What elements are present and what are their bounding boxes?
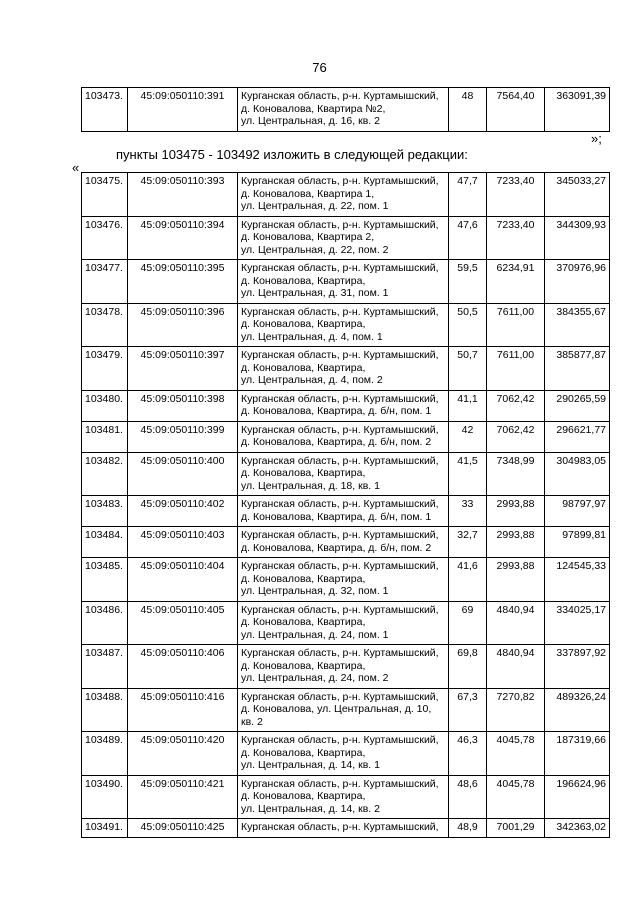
address-line: ул. Центральная, д. 14, кв. 1 xyxy=(241,759,380,771)
cadastral-value-cell: 489326,24 xyxy=(545,688,610,732)
cadastral-value-cell: 304983,05 xyxy=(545,452,610,496)
area-cell: 59,5 xyxy=(449,260,487,304)
cadastral-value-cell: 296621,77 xyxy=(545,421,610,452)
address-line: Курганская область, р-н. Куртамышский, xyxy=(241,821,439,833)
address-cell xyxy=(238,421,449,452)
address-cell xyxy=(238,601,449,645)
table-row xyxy=(82,496,610,527)
address-line: д. Коновалова, Квартира, д. б/н, пом. 2 xyxy=(241,541,432,554)
cadastral-number-cell: 45:09:050110:400 xyxy=(128,452,238,496)
address-line: ул. Центральная, д. 14, кв. 2 xyxy=(241,802,380,815)
row-number-cell: 103478. xyxy=(82,303,128,347)
cadastral-value-cell: 334025,17 xyxy=(545,601,610,645)
table-row xyxy=(82,645,610,689)
row-number-cell: 103479. xyxy=(82,347,128,391)
table-row xyxy=(82,421,610,452)
table-row xyxy=(82,88,610,132)
cadastral-value-cell: 187319,66 xyxy=(545,732,610,776)
address-cell xyxy=(238,527,449,558)
address-line: д. Коновалова, Квартира, xyxy=(241,746,366,759)
cadastral-number-cell: 45:09:050110:425 xyxy=(128,819,238,838)
address-line: д. Коновалова, Квартира, д. б/н, пом. 2 xyxy=(241,436,432,448)
opening-quote-mark: « xyxy=(72,160,80,175)
cadastral-value-cell: 337897,92 xyxy=(545,645,610,689)
row-number-cell: 103484. xyxy=(82,527,128,558)
address-line: Курганская область, р-н. Куртамышский, xyxy=(241,690,439,703)
cadastral-number-cell: 45:09:050110:396 xyxy=(128,303,238,347)
cadastral-value-cell: 124545,33 xyxy=(545,558,610,602)
unit-price-cell: 7611,00 xyxy=(487,303,545,347)
address-line: д. Коновалова, Квартира 1, xyxy=(241,187,375,200)
unit-price-cell: 4840,94 xyxy=(487,645,545,689)
table-row xyxy=(82,732,610,776)
table-row xyxy=(82,688,610,732)
address-cell xyxy=(238,688,449,732)
area-cell: 47,6 xyxy=(449,216,487,260)
row-number-cell: 103487. xyxy=(82,645,128,689)
address-cell xyxy=(238,260,449,304)
cadastral-number-cell: 45:09:050110:420 xyxy=(128,732,238,776)
row-number-cell: 103473. xyxy=(82,88,128,132)
row-number-cell: 103480. xyxy=(82,390,128,421)
unit-price-cell: 2993,88 xyxy=(487,496,545,527)
area-cell: 41,1 xyxy=(449,390,487,421)
address-line: Курганская область, р-н. Куртамышский, xyxy=(241,90,439,102)
table-row xyxy=(82,390,610,421)
address-line: Курганская область, р-н. Куртамышский, xyxy=(241,454,439,467)
cadastral-number-cell: 45:09:050110:391 xyxy=(128,88,238,132)
row-number-cell: 103486. xyxy=(82,601,128,645)
address-cell xyxy=(238,173,449,217)
cadastral-number-cell: 45:09:050110:406 xyxy=(128,645,238,689)
address-line: Курганская область, р-н. Куртамышский, xyxy=(241,734,439,746)
address-line: Курганская область, р-н. Куртамышский, xyxy=(241,647,439,659)
cadastral-number-cell: 45:09:050110:403 xyxy=(128,527,238,558)
area-cell: 47,7 xyxy=(449,173,487,217)
table-row xyxy=(82,216,610,260)
address-line: Курганская область, р-н. Куртамышский, xyxy=(241,423,439,436)
address-line: Курганская область, р-н. Куртамышский, xyxy=(241,498,439,510)
row-number-cell: 103476. xyxy=(82,216,128,260)
address-cell xyxy=(238,452,449,496)
unit-price-cell: 4045,78 xyxy=(487,775,545,819)
address-line: Курганская область, р-н. Куртамышский, xyxy=(241,305,439,318)
unit-price-cell: 7611,00 xyxy=(487,347,545,391)
address-cell xyxy=(238,216,449,260)
address-line: ул. Центральная, д. 22, пом. 1 xyxy=(241,200,389,212)
unit-price-cell: 4045,78 xyxy=(487,732,545,776)
address-line: Курганская область, р-н. Куртамышский, xyxy=(241,777,439,790)
address-line: ул. Центральная, д. 18, кв. 1 xyxy=(241,479,380,492)
address-line: д. Коновалова, Квартира, xyxy=(241,318,366,330)
table-row xyxy=(82,558,610,602)
area-cell: 50,7 xyxy=(449,347,487,391)
cadastral-value-cell: 290265,59 xyxy=(545,390,610,421)
address-line: ул. Центральная, д. 24, пом. 1 xyxy=(241,628,389,641)
address-line: ул. Центральная, д. 4, пом. 1 xyxy=(241,330,383,343)
cadastral-number-cell: 45:09:050110:398 xyxy=(128,390,238,421)
cadastral-number-cell: 45:09:050110:416 xyxy=(128,688,238,732)
address-line: Курганская область, р-н. Куртамышский, xyxy=(241,392,439,405)
unit-price-cell: 7233,40 xyxy=(487,216,545,260)
address-line: д. Коновалова, Квартира, xyxy=(241,572,366,585)
area-cell: 32,7 xyxy=(449,527,487,558)
cadastral-value-cell: 384355,67 xyxy=(545,303,610,347)
table-row xyxy=(82,452,610,496)
address-line: д. Коновалова, Квартира, xyxy=(241,467,366,479)
top-property-table xyxy=(81,87,610,132)
address-line: д. Коновалова, Квартира, xyxy=(241,616,366,628)
row-number-cell: 103488. xyxy=(82,688,128,732)
row-number-cell: 103481. xyxy=(82,421,128,452)
unit-price-cell: 7062,42 xyxy=(487,390,545,421)
address-line: д. Коновалова, Квартира 2, xyxy=(241,231,375,243)
address-line: Курганская область, р-н. Куртамышский, xyxy=(241,603,439,616)
address-line: Курганская область, р-н. Куртамышский, xyxy=(241,175,439,187)
table-row xyxy=(82,775,610,819)
address-line: Курганская область, р-н. Куртамышский, xyxy=(241,218,439,231)
address-line: Курганская область, р-н. Куртамышский, xyxy=(241,349,439,361)
table-row xyxy=(82,173,610,217)
address-cell xyxy=(238,645,449,689)
row-number-cell: 103482. xyxy=(82,452,128,496)
cadastral-number-cell: 45:09:050110:397 xyxy=(128,347,238,391)
unit-price-cell: 2993,88 xyxy=(487,558,545,602)
page-number: 76 xyxy=(312,60,327,75)
area-cell: 42 xyxy=(449,421,487,452)
address-cell xyxy=(238,496,449,527)
closing-quote-mark: »; xyxy=(591,131,602,146)
address-cell xyxy=(238,303,449,347)
cadastral-number-cell: 45:09:050110:394 xyxy=(128,216,238,260)
row-number-cell: 103477. xyxy=(82,260,128,304)
unit-price-cell: 7270,82 xyxy=(487,688,545,732)
area-cell: 69,8 xyxy=(449,645,487,689)
area-cell: 50,5 xyxy=(449,303,487,347)
table-row xyxy=(82,601,610,645)
cadastral-number-cell: 45:09:050110:421 xyxy=(128,775,238,819)
amendment-instruction: пункты 103475 - 103492 изложить в следующей редакции: xyxy=(116,147,468,162)
cadastral-number-cell: 45:09:050110:399 xyxy=(128,421,238,452)
address-cell xyxy=(238,558,449,602)
address-cell xyxy=(238,88,449,132)
address-line: д. Коновалова, Квартира, xyxy=(241,790,366,802)
area-cell: 48,6 xyxy=(449,775,487,819)
table-row xyxy=(82,347,610,391)
unit-price-cell: 7062,42 xyxy=(487,421,545,452)
cadastral-number-cell: 45:09:050110:395 xyxy=(128,260,238,304)
row-number-cell: 103491. xyxy=(82,819,128,838)
table-row xyxy=(82,819,610,838)
area-cell: 41,5 xyxy=(449,452,487,496)
row-number-cell: 103485. xyxy=(82,558,128,602)
area-cell: 48,9 xyxy=(449,819,487,838)
cadastral-value-cell: 370976,96 xyxy=(545,260,610,304)
cadastral-value-cell: 345033,27 xyxy=(545,173,610,217)
table-row xyxy=(82,303,610,347)
unit-price-cell: 6234,91 xyxy=(487,260,545,304)
unit-price-cell: 7348,99 xyxy=(487,452,545,496)
address-cell xyxy=(238,819,449,838)
address-line: д. Коновалова, Квартира, xyxy=(241,274,366,287)
area-cell: 48 xyxy=(449,88,487,132)
cadastral-value-cell: 344309,93 xyxy=(545,216,610,260)
cadastral-number-cell: 45:09:050110:404 xyxy=(128,558,238,602)
address-line: ул. Центральная, д. 32, пом. 1 xyxy=(241,585,389,597)
table-row xyxy=(82,527,610,558)
address-cell xyxy=(238,390,449,421)
address-line: д. Коновалова, Квартира, д. б/н, пом. 1 xyxy=(241,405,432,417)
unit-price-cell: 7001,29 xyxy=(487,819,545,838)
area-cell: 46,3 xyxy=(449,732,487,776)
cadastral-value-cell: 342363,02 xyxy=(545,819,610,838)
address-line: Курганская область, р-н. Куртамышский, xyxy=(241,560,439,572)
cadastral-number-cell: 45:09:050110:402 xyxy=(128,496,238,527)
cadastral-value-cell: 196624,96 xyxy=(545,775,610,819)
address-line: ул. Центральная, д. 4, пом. 2 xyxy=(241,374,383,386)
address-line: д. Коновалова, Квартира №2, xyxy=(241,102,386,115)
main-property-table xyxy=(81,172,610,838)
address-line: ул. Центральная, д. 24, пом. 2 xyxy=(241,672,389,684)
address-cell xyxy=(238,732,449,776)
cadastral-value-cell: 363091,39 xyxy=(545,88,610,132)
address-line: д. Коновалова, ул. Центральная, д. 10, xyxy=(241,703,432,715)
cadastral-value-cell: 97899,81 xyxy=(545,527,610,558)
address-cell xyxy=(238,347,449,391)
row-number-cell: 103489. xyxy=(82,732,128,776)
row-number-cell: 103483. xyxy=(82,496,128,527)
unit-price-cell: 7564,40 xyxy=(487,88,545,132)
table-row xyxy=(82,260,610,304)
address-line: д. Коновалова, Квартира, xyxy=(241,361,366,374)
address-line: д. Коновалова, Квартира, xyxy=(241,659,366,672)
cadastral-value-cell: 98797,97 xyxy=(545,496,610,527)
address-line: д. Коновалова, Квартира, д. б/н, пом. 1 xyxy=(241,510,432,523)
cadastral-number-cell: 45:09:050110:405 xyxy=(128,601,238,645)
address-line: Курганская область, р-н. Куртамышский, xyxy=(241,262,439,274)
unit-price-cell: 2993,88 xyxy=(487,527,545,558)
cadastral-number-cell: 45:09:050110:393 xyxy=(128,173,238,217)
cadastral-value-cell: 385877,87 xyxy=(545,347,610,391)
area-cell: 67,3 xyxy=(449,688,487,732)
unit-price-cell: 7233,40 xyxy=(487,173,545,217)
area-cell: 41,6 xyxy=(449,558,487,602)
row-number-cell: 103490. xyxy=(82,775,128,819)
address-line: кв. 2 xyxy=(241,715,263,728)
address-cell xyxy=(238,775,449,819)
address-line: Курганская область, р-н. Куртамышский, xyxy=(241,529,439,541)
row-number-cell: 103475. xyxy=(82,173,128,217)
address-line: ул. Центральная, д. 22, пом. 2 xyxy=(241,243,389,256)
area-cell: 69 xyxy=(449,601,487,645)
address-line: ул. Центральная, д. 16, кв. 2 xyxy=(241,115,380,127)
unit-price-cell: 4840,94 xyxy=(487,601,545,645)
area-cell: 33 xyxy=(449,496,487,527)
address-line: ул. Центральная, д. 31, пом. 1 xyxy=(241,287,389,299)
